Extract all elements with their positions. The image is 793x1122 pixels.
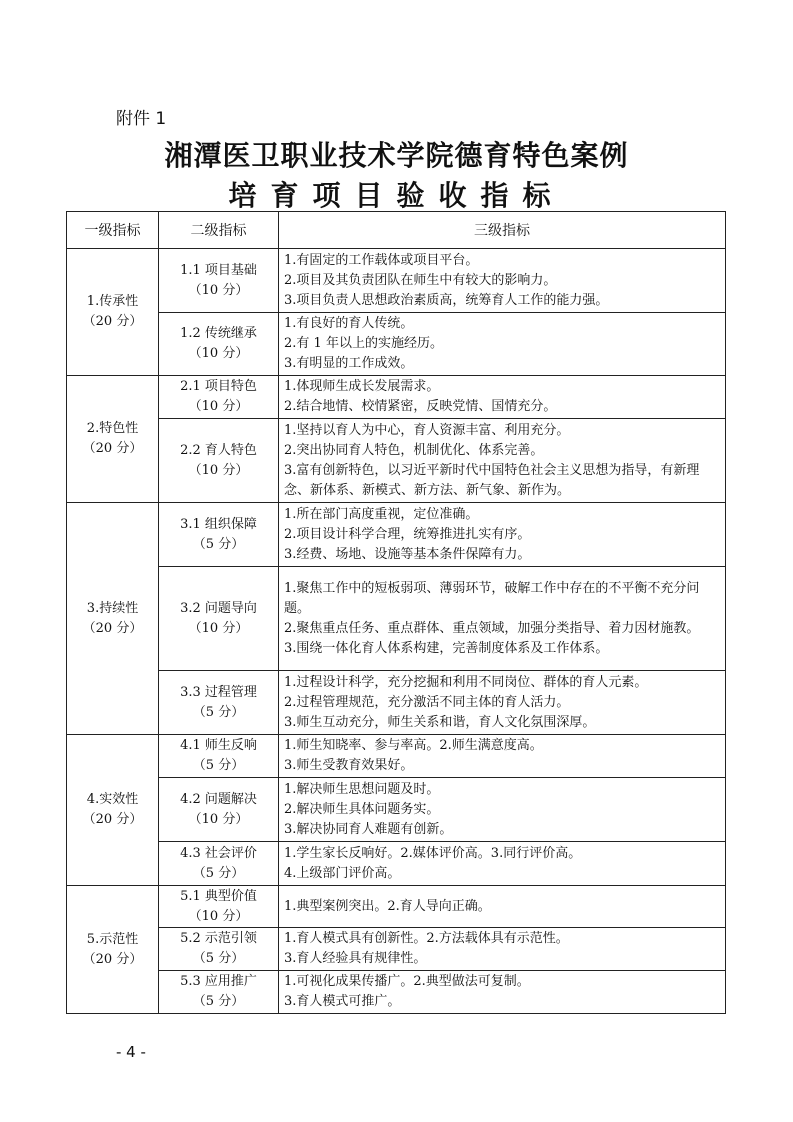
header-level2: 二级指标 bbox=[159, 212, 279, 249]
table-row bbox=[67, 928, 726, 971]
level2-score: （5 分） bbox=[192, 994, 245, 1009]
level2-score: （10 分） bbox=[188, 908, 249, 924]
level3-cell bbox=[279, 567, 726, 671]
level3-cell bbox=[279, 971, 726, 1014]
level2-score: （10 分） bbox=[188, 462, 249, 478]
level2-name: 5.3 应用推广 bbox=[180, 974, 257, 989]
criterion-line: 1.聚焦工作中的短板弱项、薄弱环节，破解工作中存在的不平衡不充分问题。 bbox=[284, 580, 700, 616]
level2-cell bbox=[159, 313, 279, 376]
criterion-line: 1.所在部门高度重视，定位准确。 bbox=[284, 506, 479, 522]
table-body bbox=[67, 249, 726, 1014]
criterion-line: 1.解决师生思想问题及时。 bbox=[284, 781, 440, 797]
criterion-line: 3.师生互动充分，师生关系和谐，育人文化氛围深厚。 bbox=[284, 714, 596, 730]
level2-score: （10 分） bbox=[188, 811, 249, 827]
criterion-line: 2.有 1 年以上的实施经历。 bbox=[284, 336, 443, 351]
level1-cell bbox=[67, 376, 159, 503]
level1-name: 3.持续性 bbox=[86, 600, 139, 616]
level2-score: （10 分） bbox=[188, 620, 249, 636]
level2-score: （10 分） bbox=[188, 399, 249, 414]
criterion-line: 2.突出协同育人特色，机制优化、体系完善。 bbox=[284, 442, 544, 458]
level3-cell bbox=[279, 503, 726, 567]
level2-cell bbox=[159, 671, 279, 735]
level1-cell bbox=[67, 886, 159, 1014]
level3-cell bbox=[279, 778, 726, 842]
criterion-line: 3.有明显的工作成效。 bbox=[284, 356, 414, 371]
level1-name: 2.特色性 bbox=[86, 421, 139, 436]
level2-name: 4.1 师生反响 bbox=[180, 738, 257, 753]
level2-name: 1.2 传统继承 bbox=[180, 326, 257, 341]
level2-score: （5 分） bbox=[192, 951, 245, 966]
table-row bbox=[67, 376, 726, 419]
level1-cell bbox=[67, 249, 159, 376]
criterion-line: 3.富有创新特色，以习近平新时代中国特色社会主义思想为指导，有新理念、新体系、新模式、新方法、新气象、新作为。 bbox=[284, 462, 700, 498]
level2-name: 4.3 社会评价 bbox=[180, 845, 257, 861]
level1-score: （20 分） bbox=[82, 620, 143, 636]
criterion-line: 1.坚持以育人为中心，育人资源丰富、利用充分。 bbox=[284, 422, 570, 438]
level2-name: 5.1 典型价值 bbox=[180, 888, 257, 904]
level3-cell bbox=[279, 376, 726, 419]
criterion-line: 3.育人模式可推广。 bbox=[284, 994, 401, 1009]
level1-name: 1.传承性 bbox=[86, 294, 139, 309]
table-row bbox=[67, 503, 726, 567]
level2-score: （5 分） bbox=[192, 758, 245, 773]
level2-name: 3.3 过程管理 bbox=[180, 684, 257, 700]
criterion-line: 2.项目设计科学合理，统筹推进扎实有序。 bbox=[284, 526, 531, 542]
criterion-line: 3.师生受教育效果好。 bbox=[284, 758, 414, 773]
document-title: 湘潭医卫职业技术学院德育特色案例 bbox=[164, 139, 629, 172]
level1-score: （20 分） bbox=[82, 314, 143, 329]
level2-score: （5 分） bbox=[192, 536, 245, 552]
table-header-row bbox=[67, 212, 726, 249]
criterion-line: 1.典型案例突出。2.育人导向正确。 bbox=[284, 898, 491, 914]
level2-cell bbox=[159, 419, 279, 503]
criterion-line: 3.育人经验具有规律性。 bbox=[284, 951, 427, 966]
level2-score: （10 分） bbox=[188, 346, 249, 361]
level2-score: （10 分） bbox=[188, 282, 249, 298]
criterion-line: 4.上级部门评价高。 bbox=[284, 865, 401, 881]
level2-cell bbox=[159, 567, 279, 671]
table-row bbox=[67, 735, 726, 778]
level3-cell bbox=[279, 886, 726, 928]
table-row bbox=[67, 886, 726, 928]
level2-name: 2.1 项目特色 bbox=[180, 379, 257, 394]
criterion-line: 2.项目及其负责团队在师生中有较大的影响力。 bbox=[284, 272, 557, 288]
page-number: - 4 - bbox=[116, 1043, 146, 1061]
table-row bbox=[67, 842, 726, 886]
criterion-line: 1.过程设计科学，充分挖掘和利用不同岗位、群体的育人元素。 bbox=[284, 674, 648, 690]
level2-cell bbox=[159, 778, 279, 842]
level3-cell bbox=[279, 419, 726, 503]
level2-name: 4.2 问题解决 bbox=[180, 791, 257, 807]
criterion-line: 1.育人模式具有创新性。2.方法载体具有示范性。 bbox=[284, 931, 569, 946]
level3-cell bbox=[279, 842, 726, 886]
indicator-table bbox=[66, 211, 726, 1014]
attachment-label: 附件 1 bbox=[116, 109, 167, 129]
level2-cell bbox=[159, 886, 279, 928]
table-row bbox=[67, 313, 726, 376]
level2-score: （5 分） bbox=[192, 704, 245, 720]
criterion-line: 3.解决协同育人难题有创新。 bbox=[284, 821, 453, 837]
level2-name: 5.2 示范引领 bbox=[180, 931, 257, 946]
level2-cell bbox=[159, 928, 279, 971]
level1-score: （20 分） bbox=[82, 812, 143, 827]
level1-cell bbox=[67, 735, 159, 886]
level1-score: （20 分） bbox=[82, 951, 143, 967]
level3-cell bbox=[279, 735, 726, 778]
header-level3: 三级指标 bbox=[279, 212, 726, 249]
level3-cell bbox=[279, 313, 726, 376]
level1-score: （20 分） bbox=[82, 441, 143, 456]
level1-cell bbox=[67, 503, 159, 735]
level2-cell bbox=[159, 842, 279, 886]
criterion-line: 2.聚焦重点任务、重点群体、重点领域，加强分类指导、着力因材施教。 bbox=[284, 620, 700, 636]
table-row bbox=[67, 419, 726, 503]
criterion-line: 3.项目负责人思想政治素质高，统筹育人工作的能力强。 bbox=[284, 292, 609, 308]
level3-cell bbox=[279, 249, 726, 313]
level2-cell bbox=[159, 249, 279, 313]
criterion-line: 1.体现师生成长发展需求。 bbox=[284, 379, 440, 394]
table-row bbox=[67, 249, 726, 313]
table-row bbox=[67, 567, 726, 671]
level2-name: 3.1 组织保障 bbox=[180, 516, 257, 532]
document-subtitle: 培育项目验收指标 bbox=[228, 179, 565, 212]
criterion-line: 2.解决师生具体问题务实。 bbox=[284, 801, 440, 817]
header-level1: 一级指标 bbox=[67, 212, 159, 249]
table-row bbox=[67, 778, 726, 842]
criterion-line: 1.师生知晓率、参与率高。2.师生满意度高。 bbox=[284, 738, 543, 753]
level1-name: 4.实效性 bbox=[86, 792, 139, 807]
level2-cell bbox=[159, 376, 279, 419]
criterion-line: 1.有固定的工作载体或项目平台。 bbox=[284, 252, 479, 268]
table-row bbox=[67, 971, 726, 1014]
criterion-line: 3.经费、场地、设施等基本条件保障有力。 bbox=[284, 546, 531, 562]
criterion-line: 2.过程管理规范，充分激活不同主体的育人活力。 bbox=[284, 694, 570, 710]
criterion-line: 2.结合地情、校情紧密，反映党情、国情充分。 bbox=[284, 399, 557, 414]
criterion-line: 3.围绕一体化育人体系构建，完善制度体系及工作体系。 bbox=[284, 640, 609, 656]
level2-cell bbox=[159, 971, 279, 1014]
level2-cell bbox=[159, 503, 279, 567]
criterion-line: 1.有良好的育人传统。 bbox=[284, 316, 414, 331]
level3-cell bbox=[279, 671, 726, 735]
level3-cell bbox=[279, 928, 726, 971]
criterion-line: 1.学生家长反响好。2.媒体评价高。3.同行评价高。 bbox=[284, 845, 582, 861]
level2-name: 3.2 问题导向 bbox=[180, 600, 257, 616]
level2-score: （5 分） bbox=[192, 865, 245, 881]
table-row bbox=[67, 671, 726, 735]
level1-name: 5.示范性 bbox=[86, 931, 139, 947]
level2-name: 1.1 项目基础 bbox=[180, 262, 257, 278]
level2-cell bbox=[159, 735, 279, 778]
level2-name: 2.2 育人特色 bbox=[180, 442, 257, 458]
criterion-line: 1.可视化成果传播广。2.典型做法可复制。 bbox=[284, 974, 530, 989]
